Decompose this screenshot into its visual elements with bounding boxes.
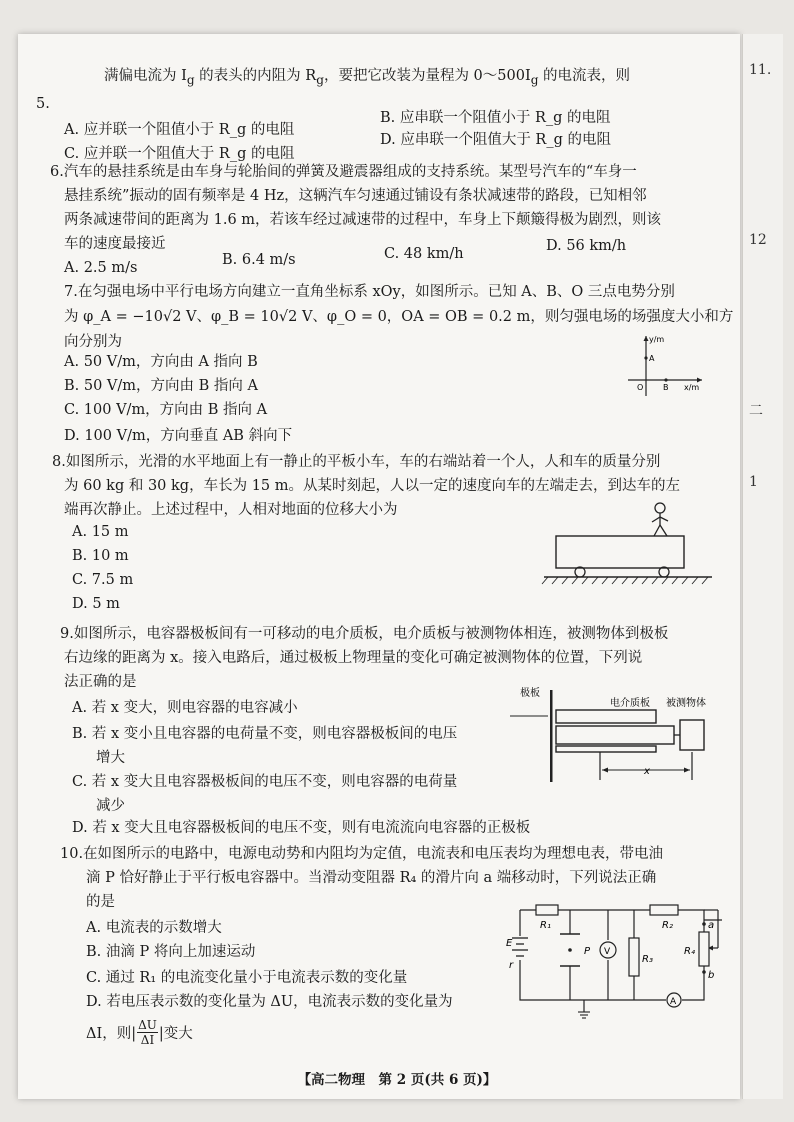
q5-option-a: A. 应并联一个阻值小于 R_g 的电阻 — [64, 122, 295, 138]
label-o: O — [637, 383, 644, 392]
q7-coordinate-figure — [620, 330, 710, 400]
label-a-meter: A — [670, 997, 677, 1007]
label-e: E — [506, 938, 513, 949]
q5-stem-part: 的电流表，则 — [538, 68, 631, 84]
point-a — [644, 356, 647, 359]
next-page-edge — [742, 34, 783, 1099]
q7-line-1: 7.在匀强电场中平行电场方向建立一直角坐标系 xOy，如图所示。已知 A、B、O 三点电势分别 — [64, 284, 675, 300]
y-axis-arrow — [644, 336, 649, 341]
q6-line-1: 6.汽车的悬挂系统是由车身与轮胎间的弹簧及避震器组成的支持系统。某型号汽车的“车身一 — [50, 164, 637, 180]
ground-icon — [578, 1012, 590, 1018]
q8-line-3: 端再次静止。上述过程中，人相对地面的位移大小为 — [64, 502, 398, 518]
q5-stem-part: 满偏电流为 I — [104, 68, 187, 84]
q5-stem — [104, 64, 630, 92]
q10-line-2: 滴 P 恰好静止于平行板电容器中。当滑动变阻器 R₄ 的滑片向 a 端移动时，下列说法正确 — [86, 870, 657, 886]
q10-d-text: ΔI，则| — [86, 1026, 137, 1042]
q8-line-1: 8.如图所示，光滑的水平地面上有一静止的平板小车，车的右端站着一个人，人和车的质量分别 — [52, 454, 661, 470]
oil-drop-icon — [568, 948, 572, 952]
label-a-terminal: a — [708, 920, 715, 931]
upper-plate — [556, 710, 656, 723]
margin-number-11: 11. — [749, 62, 772, 78]
object-label: 被测物体 — [666, 698, 706, 709]
dielectric-label: 电介质板 — [610, 698, 650, 709]
margin-mark: 二 — [749, 403, 763, 419]
q7-line-2: 为 φ_A = −10√2 V、φ_B = 10√2 V、φ_O = 0，OA = OB = 0.2 m，则匀强电场的场强度大小和方 — [64, 309, 734, 325]
q5-number: 5. — [36, 96, 50, 112]
q7-line-3: 向分别为 — [64, 334, 122, 350]
q5-option-b: B. 应串联一个阻值小于 R_g 的电阻 — [380, 110, 611, 126]
q8-option-a: A. 15 m — [72, 524, 129, 540]
q6-line-4: 车的速度最接近 — [64, 236, 166, 252]
ground-hatch — [542, 577, 708, 584]
q9-option-c-line-2: 减少 — [96, 798, 125, 814]
label-p: P — [584, 946, 591, 957]
q9-option-b-line-2: 增大 — [96, 750, 125, 766]
label-r1: R₁ — [540, 920, 551, 931]
q5-sub: g — [186, 72, 195, 87]
q10-option-d-line-2 — [86, 1018, 193, 1047]
label-r: r — [509, 960, 514, 971]
dielectric-plate — [556, 726, 674, 744]
q9-line-1: 9.如图所示，电容器极板间有一可移动的电介质板，电介质板与被测物体相连，被测物体到极板 — [60, 626, 669, 642]
cart-body — [556, 536, 684, 568]
q9-line-2: 右边缘的距离为 x。接入电路后，通过极板上物理量的变化可确定被测物体的位置，下列说 — [64, 650, 643, 666]
label-r2: R₂ — [662, 920, 673, 931]
resistor-r3 — [629, 938, 639, 976]
q6-line-2: 悬挂系统”振动的固有频率是 4 Hz，这辆汽车匀速通过铺设有条状减速带的路段，已知相邻 — [64, 188, 647, 204]
q8-option-c: C. 7.5 m — [72, 572, 134, 588]
x-axis-arrow — [697, 378, 702, 383]
q10-d-text-tail: |变大 — [158, 1026, 193, 1042]
q9-option-c-line-1: C. 若 x 变大且电容器极板间的电压不变，则电容器的电荷量 — [72, 774, 458, 790]
x-arrow-right — [684, 768, 690, 773]
q6-option-c: C. 48 km/h — [384, 246, 464, 262]
q10-d-fraction — [137, 1018, 158, 1047]
q6-option-a: A. 2.5 m/s — [64, 260, 138, 276]
q10-option-d: D. 若电压表示数的变化量为 ΔU，电流表示数的变化量为 — [86, 994, 453, 1010]
terminal-a — [702, 922, 706, 926]
person-icon — [652, 503, 668, 536]
q10-line-1: 10.在如图所示的电路中，电源电动势和内阻均为定值，电流表和电压表均为理想电表，带电油 — [60, 846, 664, 862]
q9-option-b-line-1: B. 若 x 变小且电容器的电荷量不变，则电容器极板间的电压 — [72, 726, 458, 742]
terminal-b — [702, 970, 706, 974]
label-v: V — [604, 947, 611, 957]
q9-line-3: 法正确的是 — [64, 674, 137, 690]
q10-line-3: 的是 — [86, 894, 115, 910]
q8-line-2: 为 60 kg 和 30 kg，车长为 15 m。从某时刻起，人以一定的速度向车的左端走去，到达车的左 — [64, 478, 680, 494]
resistor-r4 — [699, 932, 709, 966]
label-b: B — [663, 383, 669, 392]
label-b-terminal: b — [708, 970, 715, 981]
q6-option-d: D. 56 km/h — [546, 238, 627, 254]
q8-cart-figure — [540, 500, 720, 592]
q7-option-c: C. 100 V/m，方向由 B 指向 A — [64, 402, 268, 418]
margin-number-12: 12 — [749, 232, 767, 248]
q10-d-denominator: ΔI — [140, 1033, 155, 1047]
resistor-r2 — [650, 905, 678, 915]
q7-option-b: B. 50 V/m，方向由 B 指向 A — [64, 378, 258, 394]
q7-option-d: D. 100 V/m，方向垂直 AB 斜向下 — [64, 428, 293, 444]
q5-stem-part: 的表头的内阻为 R — [194, 68, 317, 84]
label-r4: R₄ — [684, 946, 695, 957]
resistor-r1 — [536, 905, 558, 915]
q7-option-a: A. 50 V/m，方向由 A 指向 B — [64, 354, 258, 370]
q5-option-d: D. 应串联一个阻值大于 R_g 的电阻 — [380, 132, 611, 148]
q10-d-numerator: ΔU — [138, 1018, 157, 1032]
point-b — [664, 378, 667, 381]
x-axis-label: x/m — [684, 383, 700, 392]
capacitor-plate-left-top — [550, 690, 553, 782]
q9-option-d: D. 若 x 变大且电容器极板间的电压不变，则有电流流向电容器的正极板 — [72, 820, 531, 836]
q9-capacitor-figure — [500, 680, 722, 796]
x-arrow-left — [602, 768, 608, 773]
label-r3: R₃ — [642, 954, 653, 965]
q10-option-a: A. 电流表的示数增大 — [86, 920, 222, 936]
x-label: x — [644, 766, 650, 777]
lower-plate — [556, 746, 656, 752]
plate-label: 极板 — [520, 688, 540, 699]
q10-option-b: B. 油滴 P 将向上加速运动 — [86, 944, 256, 960]
y-axis-label: y/m — [649, 335, 665, 344]
label-a: A — [649, 354, 655, 363]
q5-option-c: C. 应并联一个阻值大于 R_g 的电阻 — [64, 146, 295, 162]
q6-option-b: B. 6.4 m/s — [222, 252, 296, 268]
q6-line-3: 两条减速带间的距离为 1.6 m，若该车经过减速带的过程中，车身上下颠簸得极为剧烈，则该 — [64, 212, 662, 228]
q8-option-d: D. 5 m — [72, 596, 120, 612]
margin-number-1: 1 — [749, 474, 758, 490]
q5-sub: g — [530, 72, 539, 87]
q10-circuit-figure — [500, 896, 722, 1020]
q10-option-c: C. 通过 R₁ 的电流变化量小于电流表示数的变化量 — [86, 970, 408, 986]
q5-sub: g — [316, 72, 324, 87]
page-footer: 【高二物理 第 2 页(共 6 页)】 — [297, 1072, 497, 1088]
q9-option-a: A. 若 x 变大，则电容器的电容减小 — [72, 700, 298, 716]
battery-icon — [512, 938, 528, 956]
q5-stem-part: ，要把它改装为量程为 0～500I — [323, 68, 531, 84]
q8-option-b: B. 10 m — [72, 548, 129, 564]
measured-object — [680, 720, 704, 750]
